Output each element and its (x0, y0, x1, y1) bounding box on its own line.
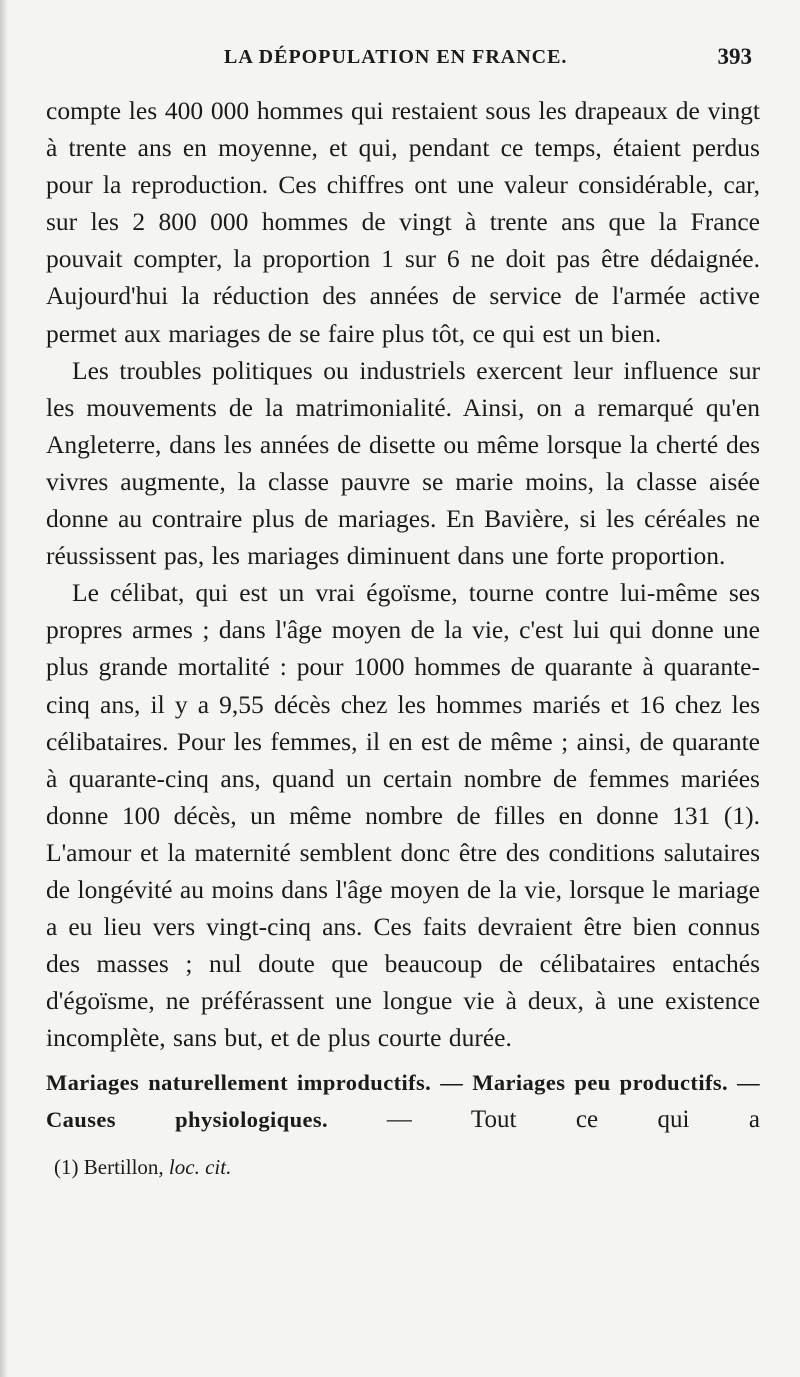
section-heading (46, 1064, 760, 1138)
paragraph-2: Les troubles politiques ou industriels exercent leur influence sur les mouvements de la matrimonialité. Ainsi, on a remarqué qu'en Angleterre, dans les années de disette ou même lorsque la cherté des vivres augmente, la classe pauvre se marie moins, la classe aisée donne au contraire plus de mariages. En Bavière, si les céréales ne réussissent pas, les mariages diminuent dans une forte proportion. (46, 355, 760, 571)
section-heading-title: Mariages naturellement improductifs. — Mariages peu productifs. — Causes physiologiques. (46, 1070, 760, 1133)
paragraph-1: compte les 400 000 hommes qui restaient sous les drapeaux de vingt à trente ans en moyenne, et qui, pendant ce temps, étaient perdus pour la reproduction. Ces chiffres ont une valeur considérable, car, sur les 2 800 000 hommes de vingt à trente ans que la France pouvait compter, la proportion 1 sur 6 ne doit pas être dédaignée. Aujourd'hui la réduction des années de service de l'armée active permet aux mariages de se faire plus tôt, ce qui est un bien. (46, 96, 760, 348)
page-header (46, 40, 760, 80)
page-number: 393 (717, 44, 752, 69)
footnote (46, 1152, 760, 1182)
section-heading-continuation: — Tout ce qui a (386, 1106, 760, 1134)
paragraph-3: Le célibat, qui est un vrai égoïsme, tourne contre lui-même ses propres armes ; dans l'âge moyen de la vie, c'est lui qui donne une plus grande mortalité : pour 1000 hommes de quarante à quarante-cinq ans, il y a 9,55 décès chez les hommes mariés et 16 chez les célibataires. Pour les femmes, il en est de même ; ainsi, de quarante à quarante-cinq ans, quand un certain nombre de femmes mariées donne 100 décès, un même nombre de filles en donne 131 (1). L'amour et la maternité semblent donc être des conditions salutaires de longévité au moins dans l'âge moyen de la vie, lorsque le mariage a eu lieu vers vingt-cinq ans. Ces faits devraient être bien connus des masses ; nul doute que beaucoup de célibataires entachés d'égoïsme, ne préférassent une longue vie à deux, à une existence incomplète, sans but, et de plus courte durée. (46, 578, 760, 1053)
footnote-author: Bertillon, (83, 1155, 164, 1180)
running-title: LA DÉPOPULATION EN FRANCE. (224, 46, 568, 68)
body-text (46, 92, 760, 1056)
footnote-citation: loc. cit. (168, 1155, 232, 1180)
footnote-marker: (1) (54, 1155, 79, 1180)
